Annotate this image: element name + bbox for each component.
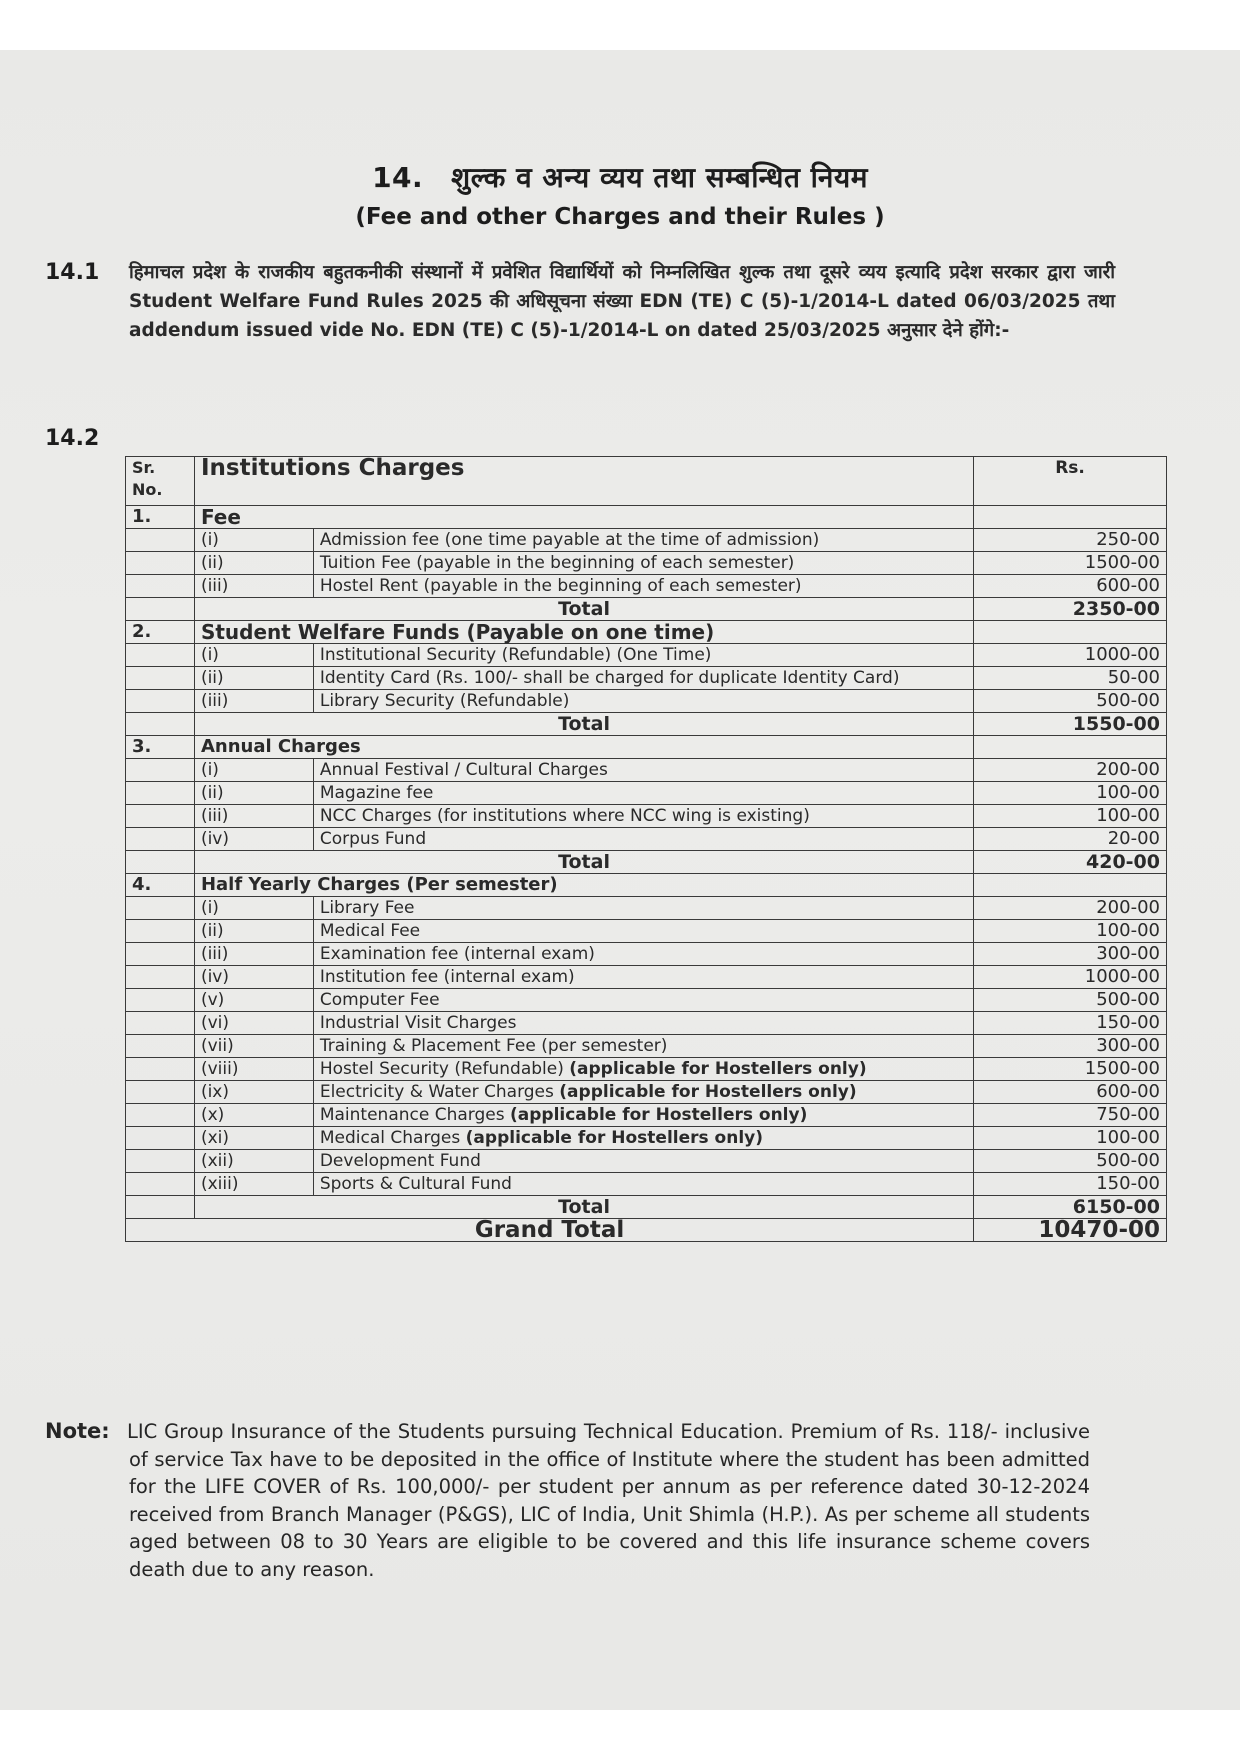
item-index: (iii) (194, 805, 313, 828)
item-index: (i) (194, 529, 313, 552)
row-blank-cell (126, 897, 195, 920)
row-blank-cell (126, 966, 195, 989)
item-index: (ii) (194, 782, 313, 805)
row-blank-cell (126, 1173, 195, 1196)
item-index: (iv) (194, 966, 313, 989)
section-amount-empty (974, 506, 1167, 529)
section-14-2-number: 14.2 (45, 426, 100, 451)
note-block (45, 1418, 1090, 1583)
item-amount: 200-00 (974, 897, 1167, 920)
section-number: 1. (126, 506, 195, 529)
row-blank-cell (126, 828, 195, 851)
table-row (126, 828, 1167, 851)
row-blank-cell (126, 1081, 195, 1104)
item-description-text: Medical Charges (319, 1128, 461, 1148)
row-blank-cell (126, 989, 195, 1012)
item-index: (vii) (194, 1035, 313, 1058)
item-index: (vi) (194, 1012, 313, 1035)
row-blank-cell (126, 552, 195, 575)
item-description-text: Hostel Security (Refundable) (319, 1059, 564, 1079)
section-total-value: 6150-00 (974, 1196, 1167, 1219)
item-description (313, 1012, 973, 1035)
item-amount: 200-00 (974, 759, 1167, 782)
item-amount: 100-00 (974, 1127, 1167, 1150)
section-total-label: Total (194, 1196, 973, 1219)
item-amount: 100-00 (974, 920, 1167, 943)
table-row (126, 575, 1167, 598)
item-amount: 100-00 (974, 805, 1167, 828)
row-blank-cell (126, 782, 195, 805)
item-description (313, 920, 973, 943)
grand-total-value: 10470-00 (974, 1219, 1167, 1242)
section-amount-empty (974, 621, 1167, 644)
item-description-text: Sports & Cultural Fund (319, 1174, 512, 1194)
section-total-row (126, 713, 1167, 736)
item-amount: 1000-00 (974, 644, 1167, 667)
item-index: (ix) (194, 1081, 313, 1104)
section-total-row (126, 851, 1167, 874)
item-amount: 100-00 (974, 782, 1167, 805)
item-description (313, 552, 973, 575)
item-description-text: Library Security (Refundable) (319, 691, 570, 711)
table-row (126, 920, 1167, 943)
row-blank-cell (126, 920, 195, 943)
row-blank-cell (126, 759, 195, 782)
row-blank-cell (126, 1196, 195, 1219)
item-amount: 1500-00 (974, 1058, 1167, 1081)
item-amount: 750-00 (974, 1104, 1167, 1127)
row-blank-cell (126, 851, 195, 874)
section-number: 3. (126, 736, 195, 759)
table-row (126, 782, 1167, 805)
section-total-value: 420-00 (974, 851, 1167, 874)
table-row (126, 1058, 1167, 1081)
item-description (313, 1173, 973, 1196)
heading-title-hindi: शुल्क व अन्य व्यय तथा सम्बन्धित नियम (451, 161, 868, 194)
hostellers-only-note: (applicable for Hostellers only) (559, 1082, 857, 1102)
section-title: Fee (194, 506, 973, 529)
section-number: 2. (126, 621, 195, 644)
item-description-text: Corpus Fund (319, 829, 427, 849)
item-description-text: Maintenance Charges (319, 1105, 505, 1125)
row-blank-cell (126, 575, 195, 598)
item-description-text: Development Fund (319, 1151, 481, 1171)
table-row (126, 966, 1167, 989)
table-row (126, 805, 1167, 828)
item-index: (iii) (194, 690, 313, 713)
item-description-text: Tuition Fee (payable in the beginning of each semester) (319, 553, 795, 573)
hostellers-only-note: (applicable for Hostellers only) (465, 1128, 764, 1148)
item-description (313, 644, 973, 667)
fee-table (125, 456, 1167, 1242)
paragraph-14-1 (45, 258, 1115, 345)
table-row (126, 644, 1167, 667)
section-heading (0, 158, 1240, 230)
item-description-text: Institution fee (internal exam) (319, 967, 575, 987)
row-blank-cell (126, 529, 195, 552)
item-description (313, 782, 973, 805)
heading-hindi-line (0, 158, 1240, 196)
item-description (313, 667, 973, 690)
section-amount-empty (974, 736, 1167, 759)
item-description (313, 943, 973, 966)
item-description-text: Examination fee (internal exam) (319, 944, 595, 964)
item-description (313, 966, 973, 989)
row-blank-cell (126, 1012, 195, 1035)
section-total-label: Total (194, 851, 973, 874)
table-row (126, 1081, 1167, 1104)
item-amount: 150-00 (974, 1012, 1167, 1035)
item-amount: 1000-00 (974, 966, 1167, 989)
item-amount: 150-00 (974, 1173, 1167, 1196)
heading-number: 14. (372, 161, 424, 194)
item-amount: 300-00 (974, 943, 1167, 966)
item-description (313, 1058, 973, 1081)
hostellers-only-note: (applicable for Hostellers only) (569, 1059, 867, 1079)
section-total-label: Total (194, 598, 973, 621)
item-index: (xii) (194, 1150, 313, 1173)
section-total-row (126, 1196, 1167, 1219)
item-description-text: Magazine fee (319, 783, 434, 803)
table-row (126, 989, 1167, 1012)
item-index: (ii) (194, 920, 313, 943)
item-description-text: Electricity & Water Charges (319, 1082, 554, 1102)
paragraph-text: हिमाचल प्रदेश के राजकीय बहुतकनीकी संस्थानों में प्रवेशित विद्यार्थियों को निम्नलिखित शुल्क तथा दूसरे व्यय इत्यादि प्रदेश सरकार द्वारा जारी Student Welfare Fund Rules 2025 की अधिसूचना संख्या EDN (TE) C (5)-1/2014-L dated 06/03/2025 तथा addendum issued vide No. EDN (TE) C (5)-1/2014-L on dated 25/03/2025 अनुसार देने होंगे:- (129, 262, 1115, 341)
item-amount: 500-00 (974, 690, 1167, 713)
item-description (313, 1127, 973, 1150)
item-description-text: Identity Card (Rs. 100/- shall be charged for duplicate Identity Card) (319, 668, 900, 688)
item-description-text: Institutional Security (Refundable) (One Time) (319, 645, 712, 665)
item-description (313, 529, 973, 552)
item-index: (ii) (194, 667, 313, 690)
section-total-label: Total (194, 713, 973, 736)
row-blank-cell (126, 667, 195, 690)
table-row (126, 1127, 1167, 1150)
item-amount: 600-00 (974, 575, 1167, 598)
row-blank-cell (126, 690, 195, 713)
section-amount-empty (974, 874, 1167, 897)
row-blank-cell (126, 1035, 195, 1058)
row-blank-cell (126, 1150, 195, 1173)
sr-no-header: Sr. No. (126, 457, 195, 506)
item-description-text: Industrial Visit Charges (319, 1013, 517, 1033)
row-blank-cell (126, 1104, 195, 1127)
item-index: (i) (194, 644, 313, 667)
item-description-text: NCC Charges (for institutions where NCC wing is existing) (319, 806, 810, 826)
table-row (126, 552, 1167, 575)
item-description (313, 575, 973, 598)
heading-title-english: (Fee and other Charges and their Rules ) (355, 204, 885, 230)
table-row (126, 1173, 1167, 1196)
row-blank-cell (126, 598, 195, 621)
hostellers-only-note: (applicable for Hostellers only) (510, 1105, 808, 1125)
note-label: Note: (45, 1419, 110, 1443)
institution-charges-header: Institutions Charges (194, 457, 973, 506)
section-title: Student Welfare Funds (Payable on one time) (194, 621, 973, 644)
item-index: (iii) (194, 575, 313, 598)
item-index: (i) (194, 897, 313, 920)
item-description-text: Computer Fee (319, 990, 440, 1010)
item-description-text: Admission fee (one time payable at the time of admission) (319, 530, 820, 550)
table-row (126, 1012, 1167, 1035)
table-row (126, 1104, 1167, 1127)
item-description (313, 1104, 973, 1127)
item-index: (iii) (194, 943, 313, 966)
grand-total-label: Grand Total (126, 1219, 974, 1242)
row-blank-cell (126, 1058, 195, 1081)
section-title: Annual Charges (194, 736, 973, 759)
row-blank-cell (126, 644, 195, 667)
section-header-row (126, 874, 1167, 897)
item-description (313, 1081, 973, 1104)
item-description-text: Hostel Rent (payable in the beginning of each semester) (319, 576, 802, 596)
grand-total-row (126, 1219, 1167, 1242)
table-row (126, 1150, 1167, 1173)
row-blank-cell (126, 713, 195, 736)
section-title: Half Yearly Charges (Per semester) (194, 874, 973, 897)
item-description (313, 759, 973, 782)
table-row (126, 529, 1167, 552)
item-description-text: Medical Fee (319, 921, 421, 941)
item-amount: 50-00 (974, 667, 1167, 690)
section-number: 4. (126, 874, 195, 897)
section-total-value: 1550-00 (974, 713, 1167, 736)
paragraph-number: 14.1 (45, 260, 100, 285)
item-index: (iv) (194, 828, 313, 851)
rs-header: Rs. (974, 457, 1167, 506)
item-description (313, 805, 973, 828)
section-header-row (126, 506, 1167, 529)
item-amount: 300-00 (974, 1035, 1167, 1058)
item-description (313, 690, 973, 713)
item-amount: 500-00 (974, 989, 1167, 1012)
item-description-text: Training & Placement Fee (per semester) (319, 1036, 668, 1056)
table-row (126, 1035, 1167, 1058)
item-index: (x) (194, 1104, 313, 1127)
item-amount: 250-00 (974, 529, 1167, 552)
item-description (313, 897, 973, 920)
table-row (126, 943, 1167, 966)
table-row (126, 690, 1167, 713)
item-index: (ii) (194, 552, 313, 575)
item-amount: 500-00 (974, 1150, 1167, 1173)
row-blank-cell (126, 1127, 195, 1150)
item-index: (i) (194, 759, 313, 782)
row-blank-cell (126, 805, 195, 828)
item-amount: 600-00 (974, 1081, 1167, 1104)
table-row (126, 897, 1167, 920)
item-index: (v) (194, 989, 313, 1012)
section-total-value: 2350-00 (974, 598, 1167, 621)
item-description (313, 989, 973, 1012)
table-header-row (126, 457, 1167, 506)
item-index: (viii) (194, 1058, 313, 1081)
item-amount: 1500-00 (974, 552, 1167, 575)
section-header-row (126, 736, 1167, 759)
section-total-row (126, 598, 1167, 621)
table-row (126, 759, 1167, 782)
row-blank-cell (126, 943, 195, 966)
item-amount: 20-00 (974, 828, 1167, 851)
item-description (313, 1150, 973, 1173)
section-header-row (126, 621, 1167, 644)
item-index: (xi) (194, 1127, 313, 1150)
item-description (313, 1035, 973, 1058)
note-text: LIC Group Insurance of the Students pursuing Technical Education. Premium of Rs. 118/- inclusive of service Tax have to be deposited in the office of Institute where the student has been admitted for the LIFE COVER of Rs. 100,000/- per student per annum as per reference dated 30-12-2024 received from Branch Manager (P&GS), LIC of India, Unit Shimla (H.P.). As per scheme all students aged between 08 to 30 Years are eligible to be covered and this life insurance scheme covers death due to any reason. (127, 1420, 1090, 1581)
item-index: (xiii) (194, 1173, 313, 1196)
item-description-text: Library Fee (319, 898, 415, 918)
item-description-text: Annual Festival / Cultural Charges (319, 760, 608, 780)
table-row (126, 667, 1167, 690)
item-description (313, 828, 973, 851)
